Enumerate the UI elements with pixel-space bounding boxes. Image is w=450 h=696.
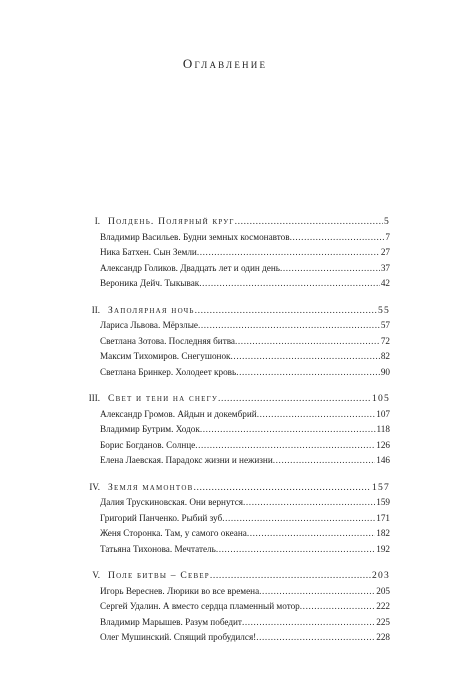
entry-title: Сергей Удалин. А вместо сердца пламенный мотор [100,601,300,611]
dot-leader [193,480,371,496]
page-number: 203 [372,570,390,581]
entry-title: Владимир Марышев. Разум победит [100,616,242,627]
toc-section-1 [78,214,390,292]
section-heading[interactable] [78,303,390,319]
dot-leader [256,630,375,646]
entry-title: Лариса Львова. Мёрзлые [100,320,198,330]
toc-entry[interactable] [78,542,390,558]
dot-leader [257,407,376,423]
page-number: 146 [376,455,390,465]
page-number: 225 [376,616,390,627]
section-heading[interactable] [78,214,390,230]
toc-section-2 [78,303,390,381]
page-number: 82 [380,351,390,361]
entry-title: Вероника Дейч. Тыкывак [100,278,200,288]
toc-entry[interactable] [78,615,390,631]
dot-leader [195,303,377,319]
toc-entry[interactable] [78,261,390,277]
entry-title: Александр Громов. Айдын и докембрий [100,408,257,419]
toc-entry[interactable] [78,318,390,334]
section-number: I. [94,216,100,226]
section-heading[interactable] [78,391,390,407]
dot-leader [280,261,380,277]
entry-title: Максим Тихомиров. Снегушонок [100,351,231,361]
dot-leader [235,214,383,230]
dot-leader [200,422,376,438]
dot-leader [198,318,380,334]
entry-title: Борис Богданов. Солнце [100,439,196,450]
dot-leader [231,349,380,365]
page-number: 126 [376,439,390,450]
page-number: 157 [372,481,390,493]
entry-title: Григорий Панченко. Рыбий зуб [100,512,223,523]
page-number: 57 [380,320,390,330]
dot-leader [243,495,375,511]
toc-entry[interactable] [78,526,390,542]
entry-title: Олег Мушинский. Спящий пробудился! [100,632,257,642]
section-title: Заполярная ночь [108,304,195,316]
page-title: Оглавление [182,56,268,71]
page-number: 90 [380,366,390,377]
page-number: 159 [376,497,390,507]
toc-entry[interactable] [78,422,390,438]
toc-entry[interactable] [78,495,390,511]
dot-leader [222,511,375,527]
page-number: 222 [376,601,390,611]
dot-leader [242,615,375,631]
page-number: 105 [372,393,390,404]
entry-title: Игорь Вереснев. Люрики во все времена [100,585,260,596]
toc-entry[interactable] [78,438,390,454]
toc-section-4 [78,480,390,558]
page-number: 55 [378,304,390,316]
section-number: V. [92,570,100,580]
page-number: 171 [376,512,390,523]
toc-entry[interactable] [78,511,390,527]
toc-entry[interactable] [78,599,390,615]
toc-entry[interactable] [78,230,390,246]
dot-leader [199,276,380,292]
toc-entry[interactable] [78,245,390,261]
dot-leader [273,453,375,469]
page-number: 7 [385,231,390,242]
entry-title: Владимир Бутрим. Ходок [100,424,200,434]
toc-entry[interactable] [78,584,390,600]
section-title: Полдень. Полярный круг [108,216,235,227]
entry-title: Татьяна Тихонова. Мечтатель [100,543,216,554]
page-number: 27 [380,247,390,257]
toc-entry[interactable] [78,630,390,646]
section-number: II. [91,304,100,315]
toc-entry[interactable] [78,334,390,350]
dot-leader [235,334,380,350]
page-number: 118 [376,424,390,434]
entry-title: Владимир Васильев. Будни земных космонавтов [100,231,290,242]
dot-leader [290,230,385,246]
toc-entry[interactable] [78,349,390,365]
entry-title: Светлана Бринкер. Холодеет кровь [100,366,237,377]
page-number: 228 [376,632,390,642]
toc-entry[interactable] [78,276,390,292]
section-title: Свет и тени на снегу [108,393,219,404]
page-number: 107 [376,408,390,419]
section-title: Земля мамонтов [108,481,194,493]
page-number: 42 [380,278,390,288]
dot-leader [247,526,375,542]
dot-leader [210,568,371,584]
page-number: 182 [376,528,390,538]
page-number: 72 [380,335,390,346]
toc-section-5 [78,568,390,646]
table-of-contents [78,214,390,657]
dot-leader [197,245,380,261]
section-heading[interactable] [78,568,390,584]
page-number: 37 [380,262,390,273]
section-number: III. [88,393,100,403]
dot-leader [195,438,375,454]
entry-title: Ника Батхен. Сын Земли [100,247,197,257]
toc-entry[interactable] [78,365,390,381]
page-number: 192 [376,543,390,554]
section-heading[interactable] [78,480,390,496]
dot-leader [300,599,375,615]
toc-entry[interactable] [78,453,390,469]
toc-entry[interactable] [78,407,390,423]
toc-section-3 [78,391,390,469]
dot-leader [236,365,380,381]
entry-title: Елена Лаевская. Парадокс жизни и нежизни [100,455,273,465]
dot-leader [259,584,375,600]
page-number: 5 [384,216,390,227]
dot-leader [218,391,371,407]
entry-title: Женя Сторонка. Там, у самого океана [100,528,247,538]
section-title: Поле битвы – Север [108,570,210,581]
dot-leader [216,542,375,558]
page-number: 205 [376,585,390,596]
entry-title: Светлана Зотова. Последняя битва [100,335,235,346]
entry-title: Александр Голиков. Двадцать лет и один день [100,262,280,273]
entry-title: Далия Трускиновская. Они вернутся [100,497,243,507]
section-number: IV. [89,481,100,492]
